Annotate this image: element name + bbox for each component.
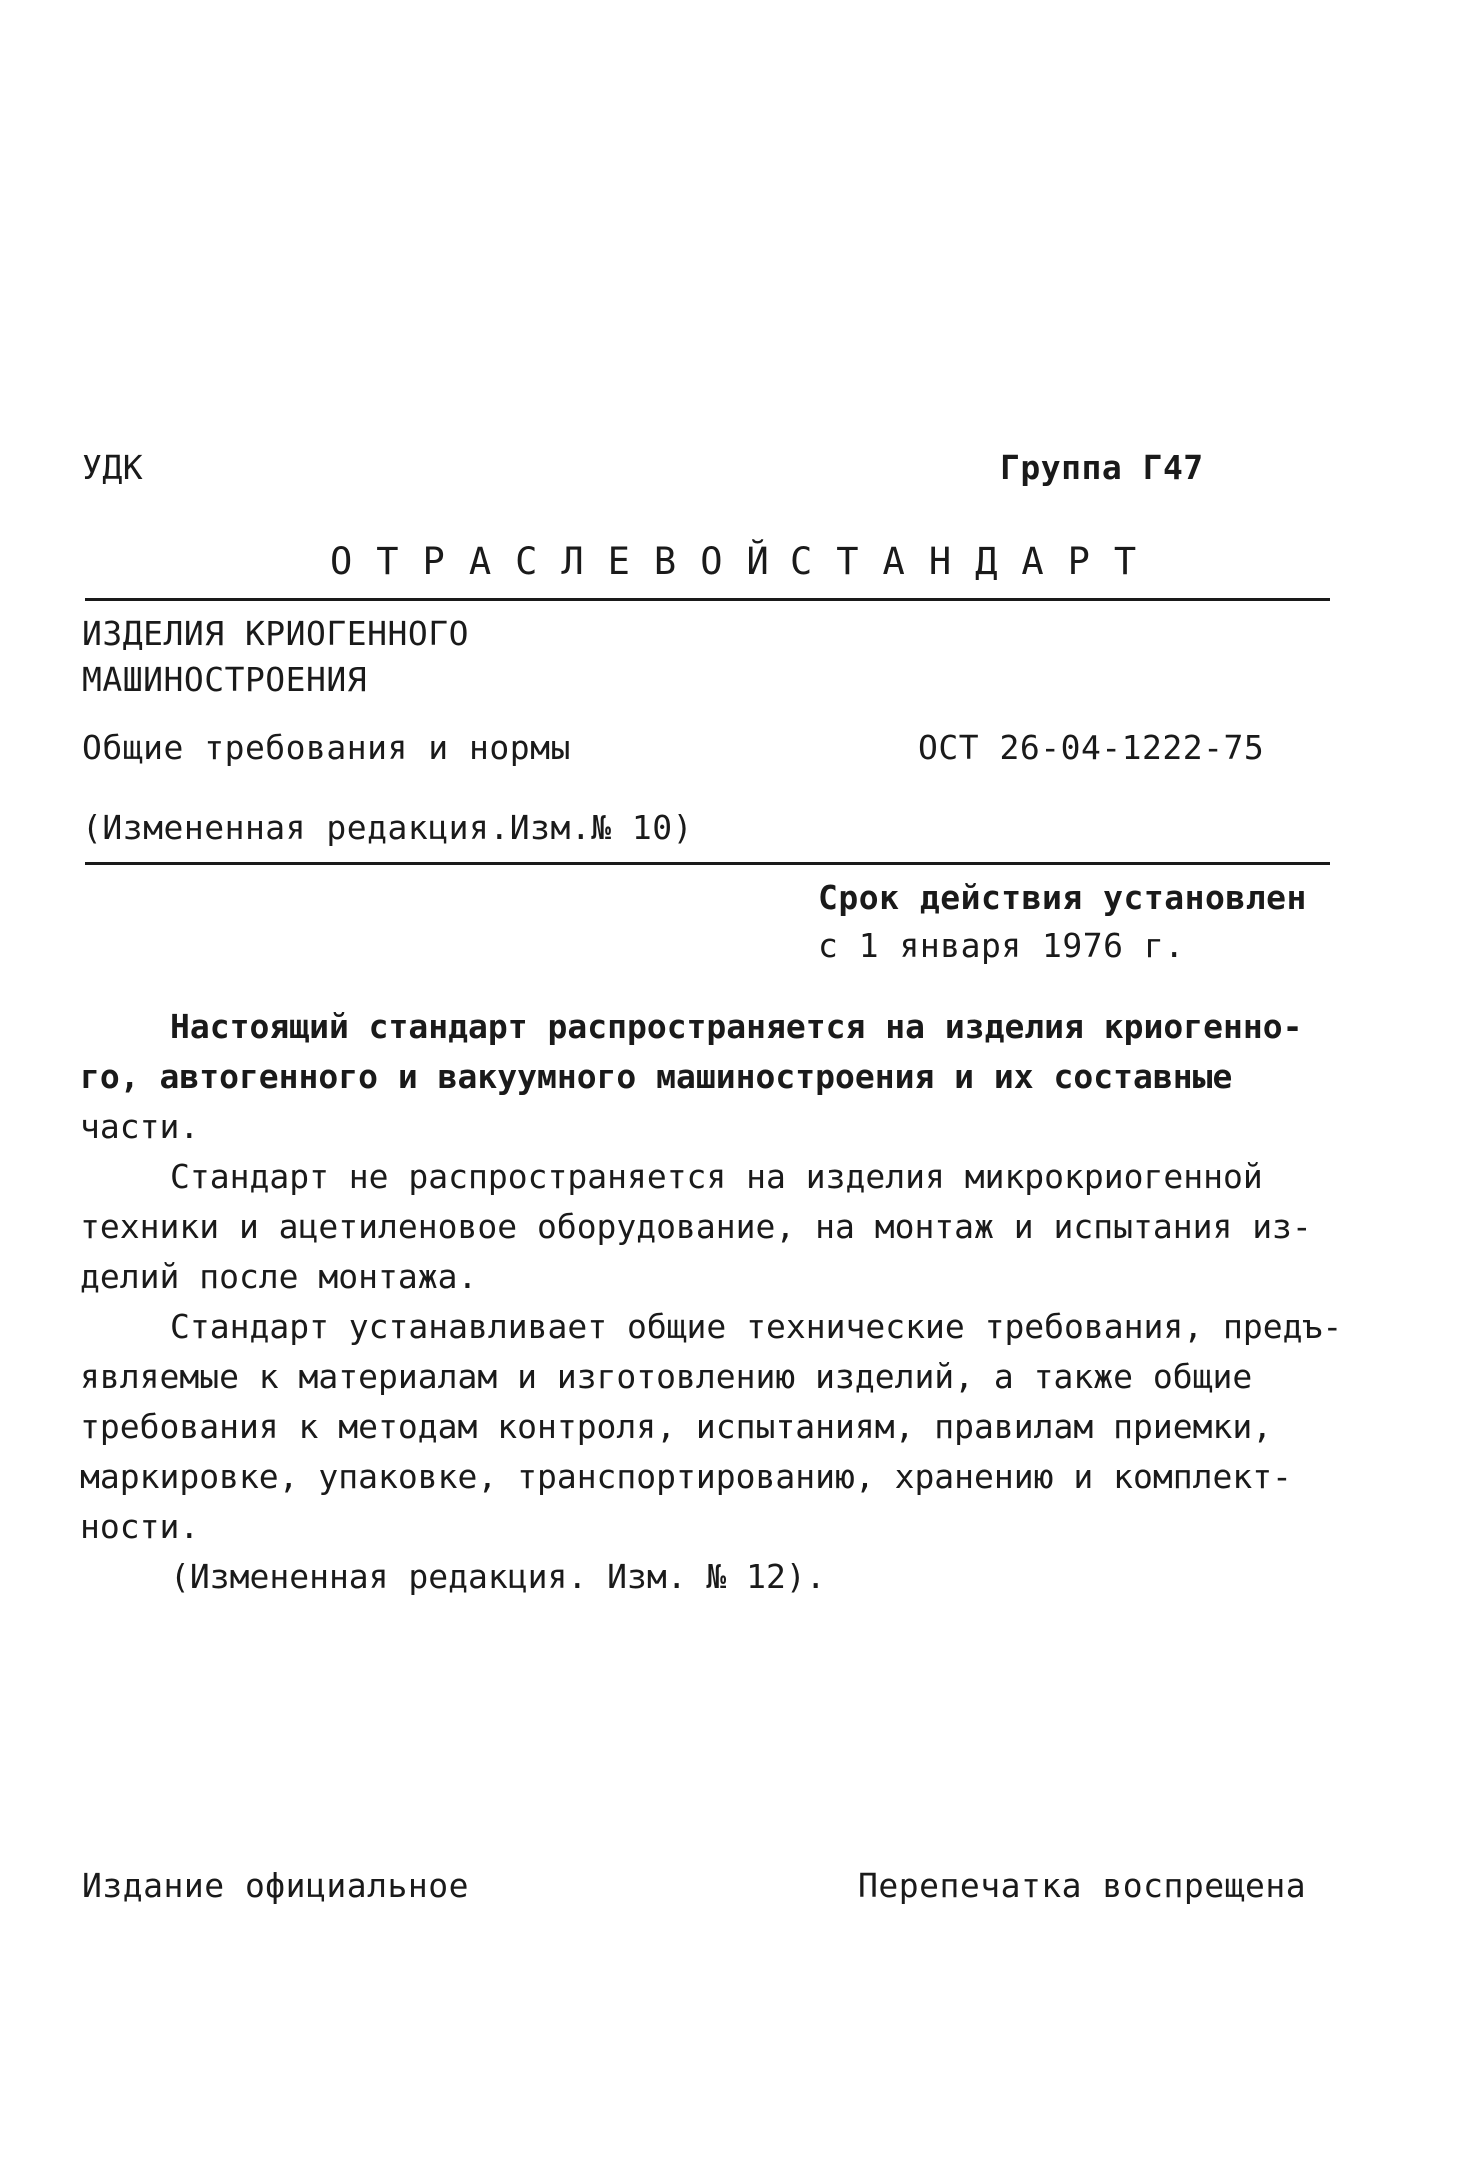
- paragraph-line: Стандарт не распространяется на изделия микрокриогенной: [170, 1157, 1263, 1196]
- subject-subtitle: Общие требования и нормы: [82, 728, 571, 767]
- title-rule: [85, 598, 1330, 601]
- paragraph-line: Стандарт устанавливает общие технические требования, предъ-: [170, 1307, 1343, 1346]
- paragraph-line: требования к методам контроля, испытаниям, правилам приемки,: [80, 1407, 1273, 1446]
- udk-label: УДК: [82, 448, 144, 487]
- group-label: Группа Г47: [1000, 448, 1204, 487]
- subject-line-2: МАШИНОСТРОЕНИЯ: [82, 660, 368, 699]
- subject-rule: [85, 862, 1330, 865]
- paragraph-line: являемые к материалам и изготовлению изделий, а также общие: [80, 1357, 1253, 1396]
- paragraph-revision: [80, 1552, 1380, 1602]
- title-word-1: ОТРАСЛЕВОЙ: [330, 540, 793, 583]
- paragraph-exclusions: [80, 1152, 1380, 1302]
- standard-code: ОСТ 26-04-1222-75: [918, 728, 1265, 767]
- paragraph-line: части.: [80, 1107, 200, 1146]
- paragraph-line: ности.: [80, 1507, 200, 1546]
- title-word-2: СТАНДАРТ: [790, 540, 1161, 583]
- validity-line-2: с 1 января 1976 г.: [818, 926, 1185, 965]
- subject-line-1: ИЗДЕЛИЯ КРИОГЕННОГО: [82, 614, 469, 653]
- paragraph-line: делий после монтажа.: [80, 1257, 478, 1296]
- paragraph-requirements: [80, 1302, 1380, 1552]
- paragraph-line: маркировке, упаковке, транспортированию, хранению и комплект-: [80, 1457, 1292, 1496]
- paragraph-scope: [80, 1002, 1380, 1152]
- validity-line-1: Срок действия установлен: [818, 878, 1307, 917]
- revision-note-12: (Измененная редакция. Изм. № 12).: [170, 1557, 826, 1596]
- revision-note-10: (Измененная редакция.Изм.№ 10): [82, 808, 694, 847]
- paragraph-line: техники и ацетиленовое оборудование, на монтаж и испытания из-: [80, 1207, 1312, 1246]
- footer-official-edition: Издание официальное: [82, 1866, 469, 1905]
- paragraph-line: Настоящий стандарт распространяется на изделия криогенно-: [170, 1007, 1303, 1046]
- paragraph-line: го, автогенного и вакуумного машиностроения и их составные: [80, 1057, 1233, 1096]
- footer-reprint-prohibited: Перепечатка воспрещена: [858, 1866, 1307, 1905]
